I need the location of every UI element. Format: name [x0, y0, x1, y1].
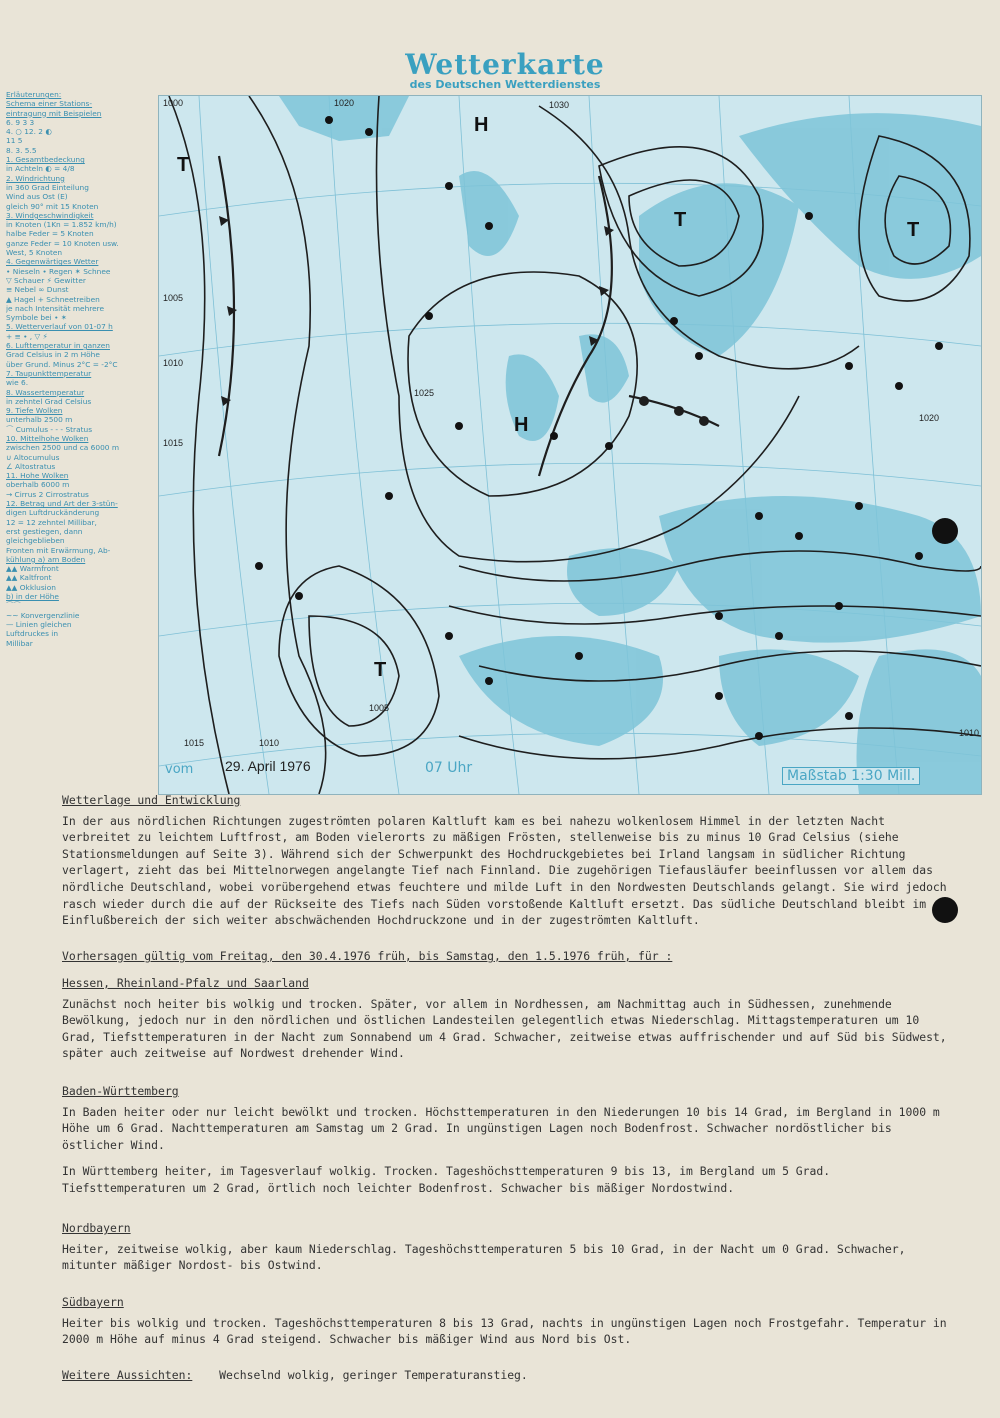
legend-line: 6. Lufttemperatur in ganzen	[6, 341, 110, 351]
legend-line: 11 5	[6, 136, 23, 146]
legend-line: Symbole bei • ✶	[6, 313, 67, 323]
legend-line: 2. Windrichtung	[6, 173, 65, 183]
map-date: 29. April 1976	[225, 758, 311, 774]
legend-line: ganze Feder = 10 Knoten usw.	[6, 238, 119, 248]
legend-line: 9. Tiefe Wolken	[6, 406, 63, 416]
section-heading: Baden-Württemberg	[62, 1084, 179, 1098]
legend-line: ⌒⌒	[6, 601, 21, 611]
legend-line: 4. ○ 12. 2 ◐	[6, 127, 52, 137]
section-outlook	[62, 1367, 957, 1384]
legend-line: ⌒ Cumulus - - - Stratus	[6, 424, 93, 434]
legend-line: ∪ Altocumulus	[6, 452, 60, 462]
high-label: H	[514, 414, 529, 436]
section-paragraph: Heiter bis wolkig und trocken. Tageshöchsttemperaturen 8 bis 13 Grad, nachts in ungünstigen Lagen noch Frostgefahr. Temperatur in 2000 m Höhe auf minus 4 Grad steigend. Schwacher bis mäßiger Wind aus Nord bis Ost.	[62, 1315, 947, 1347]
legend-line: 12. Betrag und Art der 3-stün-	[6, 499, 118, 509]
section-heading: Hessen, Rheinland-Pfalz und Saarland	[62, 976, 309, 990]
isobar-label: 1010	[959, 728, 980, 738]
legend-line: 1. Gesamtbedeckung	[6, 155, 85, 165]
section-wetterlage	[62, 792, 957, 929]
section-paragraph: Zunächst noch heiter bis wolkig und trocken. Später, vor allem in Nordhessen, am Nachmittag auch in Südhessen, zunehmende Bewölkung, jedoch nur in den nördlichen und östlichen Landesteilen gelegentlich etwas Niederschlag. Mittagstemperaturen um 10 Grad, Tiefsttemperaturen in der Nacht zum Sonnabend um 4 Grad. Schwacher, zeitweise etwas auffrischender und auf Süd bis Südwest, später auch zeitweise auf Nordwest drehender Wind.	[62, 996, 947, 1061]
legend-line: ▲▲ Okklusion	[6, 582, 56, 592]
legend-line: Millibar	[6, 638, 33, 648]
low-label: T	[177, 154, 190, 176]
legend-line: 7. Taupunkttemperatur	[6, 368, 92, 378]
map-vom: vom	[165, 762, 194, 777]
isobar-label: 1010	[259, 738, 280, 748]
section-vorhersage-header	[62, 948, 957, 969]
high-label: H	[474, 114, 489, 136]
legend-line: + ≡ • , ▽ ⚡	[6, 331, 48, 341]
legend-line: → Cirrus 2 Cirrostratus	[6, 489, 89, 499]
legend-line: gleichgeblieben	[6, 536, 65, 546]
isobar-label: 1025	[414, 388, 435, 398]
section-paragraph: In der aus nördlichen Richtungen zugeströmten polaren Kaltluft kam es bei nahezu wolkenlosem Himmel in der letzten Nacht verbreitet zu leichtem Luftfrost, am Boden vielerorts zu mäßigen Frösten, stellenweise bis zu minus 10 Grad Celsius (siehe Stationsmeldungen auf Seite 3). Während sich der Schwerpunkt des Hochdruckgebietes bei Irland langsam in südlicher Richtung verlagert, zieht das bei Mittelnorwegen angelangte Tief nach Finnland. Die zugehörigen Tiefausläufer beeinflussen vor allem das nördliche Deutschland, wobei vorübergehend etwas feuchtere und milde Luft in den Nordwesten Deutschlands gelangt. Sie wird jedoch rasch wieder durch die auf der Rückseite des Tiefs nach Süden vorstoßende Kaltluft ersetzt. Das südliche Deutschland bleibt im Einflußbereich der sich weiter abschwächenden Hochdruckzone und in der zugeströmten Kaltluft.	[62, 813, 947, 928]
legend-line: 8. Wassertemperatur	[6, 387, 85, 397]
isobar-label: 1010	[163, 358, 184, 368]
legend-line: in 360 Grad Einteilung	[6, 182, 89, 192]
legend-line: Schema einer Stations-	[6, 99, 93, 109]
title-sub: des Deutschen Wetterdienstes	[409, 78, 601, 91]
legend-line: — Linien gleichen	[6, 619, 72, 629]
weather-map	[158, 95, 982, 795]
legend-line: West, 5 Knoten	[6, 248, 63, 258]
legend-line: in Achteln ◐ = 4/8	[6, 164, 75, 174]
section-baden-wuerttemberg	[62, 1083, 957, 1197]
page-title	[385, 50, 625, 91]
front-symbols	[219, 216, 709, 426]
isobar-label: 1020	[334, 98, 355, 108]
legend-line: unterhalb 2500 m	[6, 415, 73, 425]
isobar-label: 1015	[163, 438, 184, 448]
punch-hole	[932, 518, 958, 544]
legend-line: 8. 3. 5.5	[6, 145, 37, 155]
section-paragraph: Heiter, zeitweise wolkig, aber kaum Niederschlag. Tageshöchsttemperaturen 5 bis 10 Grad, in der Nacht um 0 Grad. Schwacher, mitunter mäßiger Nordost- bis Ostwind.	[62, 1241, 906, 1273]
legend-line: in zehntel Grad Celsius	[6, 396, 92, 406]
section-suedbayern	[62, 1294, 957, 1348]
legend-line: 10. Mittelhohe Wolken	[6, 433, 89, 443]
legend-line: 6. 9 3 3	[6, 117, 35, 127]
legend-line: 11. Hohe Wolken	[6, 471, 69, 481]
map-time: 07 Uhr	[425, 760, 473, 776]
legend-line: digen Luftdruckänderung	[6, 508, 100, 518]
isobar-label: 1020	[919, 413, 940, 423]
legend-line: Fronten mit Erwärmung, Ab-	[6, 545, 111, 555]
section-paragraph: In Baden heiter oder nur leicht bewölkt und trocken. Höchsttemperaturen in den Niederungen 10 bis 14 Grad, im Bergland in 1000 m Höhe um 6 Grad. Nachttemperaturen am Samstag um 2 Grad. In ungünstigen Lagen noch Bodenfrost. Schwacher nordöstlicher bis östlicher Wind.	[62, 1104, 940, 1152]
legend-line: 5. Wetterverlauf von 01-07 h	[6, 322, 113, 332]
legend-line: ▲ Hagel + Schneetreiben	[6, 294, 100, 304]
legend-line: ▲▲ Warmfront	[6, 564, 59, 574]
section-heading: Nordbayern	[62, 1221, 131, 1235]
low-label: T	[374, 659, 387, 681]
isobar-label: 1005	[163, 293, 184, 303]
low-label: T	[907, 219, 920, 241]
isobar-label: 1030	[549, 100, 570, 110]
legend-line: • Nieseln • Regen ✶ Schnee	[6, 266, 111, 276]
legend-line: b) in der Höhe	[6, 592, 59, 602]
section-hessen	[62, 975, 957, 1062]
legend-line: Grad Celsius in 2 m Höhe	[6, 350, 100, 360]
legend-line: zwischen 2500 und ca 6000 m	[6, 443, 120, 453]
legend-line: 3. Windgeschwindigkeit	[6, 210, 94, 220]
section-paragraph: In Württemberg heiter, im Tagesverlauf wolkig. Trocken. Tageshöchsttemperaturen 9 bis 13, im Bergland um 5 Grad. Tiefsttemperaturen um 2 Grad, örtlich noch leichter Bodenfrost. Schwacher bis mäßiger Nordostwind.	[62, 1164, 831, 1195]
legend-line: ▲▲ Kaltfront	[6, 573, 52, 583]
legend-line: in Knoten (1Kn = 1.852 km/h)	[6, 220, 117, 230]
legend-line: Wind aus Ost (E)	[6, 192, 68, 202]
isobar-label: 1000	[163, 98, 184, 108]
legend-line: ~~ Konvergenzlinie	[6, 610, 80, 620]
isobar-label: 1005	[369, 703, 390, 713]
legend-line: je nach Intensität mehrere	[6, 303, 105, 313]
legend-line: wie 6.	[6, 378, 29, 388]
low-label: T	[674, 209, 687, 231]
isobar-label: 1015	[184, 738, 205, 748]
legend-line: halbe Feder = 5 Knoten	[6, 229, 94, 239]
section-heading: Vorhersagen gültig vom Freitag, den 30.4.1976 früh, bis Samstag, den 1.5.1976 früh, für :	[62, 949, 673, 963]
legend-line: kühlung a) am Boden	[6, 554, 86, 564]
legend-line: ≡ Nebel ∞ Dunst	[6, 285, 69, 295]
legend-line: über Grund. Minus 2°C = -2°C	[6, 359, 118, 369]
legend-line: erst gestiegen, dann	[6, 526, 83, 536]
outlook-text: Wechselnd wolkig, geringer Temperaturanstieg.	[219, 1368, 528, 1382]
section-nordbayern	[62, 1220, 957, 1274]
legend-line: eintragung mit Beispielen	[6, 108, 102, 118]
legend-line: Erläuterungen:	[6, 90, 62, 99]
legend-line: Luftdruckes in	[6, 629, 59, 639]
title-main: Wetterkarte	[405, 48, 605, 81]
map-legend	[6, 90, 156, 648]
legend-line: 4. Gegenwärtiges Wetter	[6, 257, 99, 267]
legend-line: ∠ Altostratus	[6, 461, 56, 471]
outlook-label: Weitere Aussichten:	[62, 1368, 193, 1382]
legend-line: ▽ Schauer ⚡ Gewitter	[6, 275, 86, 285]
map-graphic	[159, 96, 981, 794]
legend-line: 12 = 12 zehntel Millibar,	[6, 517, 97, 527]
section-heading: Südbayern	[62, 1295, 124, 1309]
section-heading: Wetterlage und Entwicklung	[62, 793, 241, 807]
map-scale: Maßstab 1:30 Mill.	[782, 767, 920, 785]
legend-line: oberhalb 6000 m	[6, 480, 70, 490]
legend-line: gleich 90° mit 15 Knoten	[6, 201, 99, 211]
